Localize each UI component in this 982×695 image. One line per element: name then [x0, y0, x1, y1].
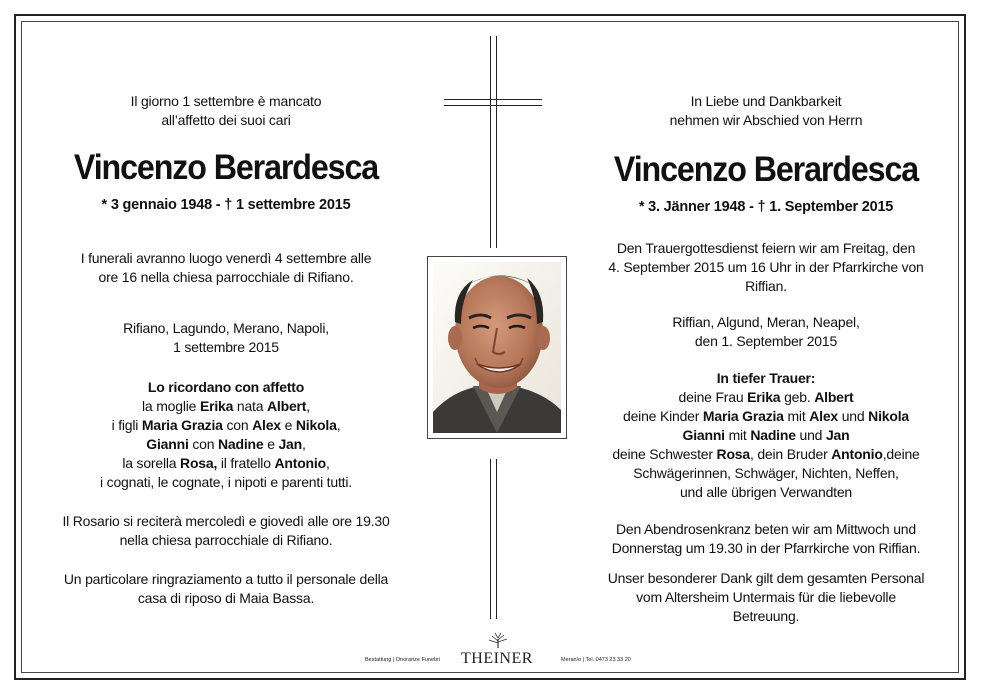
portrait-photo — [427, 256, 567, 439]
de-mourners-heading: In tiefer Trauer: — [716, 370, 816, 386]
it-thanks-line1: Un particolare ringraziamento a tutto il personale della — [63, 571, 389, 587]
de-wife-mid: geb. — [780, 389, 815, 405]
it-relatives: i cognati, le cognate, i nipoti e parenti tutti. — [100, 474, 352, 490]
it-rosary-line2: nella chiesa parrocchiale di Rifiano. — [119, 532, 333, 548]
it-child2-kid: Jan — [278, 436, 302, 452]
de-thanks-line2: vom Altersheim Untermais für die liebevolle — [636, 589, 896, 605]
it-child2-suffix: , — [302, 436, 306, 452]
it-child2-and: e — [263, 436, 279, 452]
it-rosary-line1: Il Rosario si reciterà mercoledì e giovedì alle ore 19.30 — [62, 513, 390, 529]
it-funeral-line1: I funerali avranno luogo venerdì 4 settembre alle — [80, 250, 372, 266]
de-intro-line1: In Liebe und Dankbarkeit — [690, 93, 842, 109]
de-wife-prefix: deine Frau — [678, 389, 748, 405]
it-child1-mid: con — [222, 417, 253, 433]
de-child1-partner: Alex — [809, 408, 839, 424]
it-place-line2: 1 settembre 2015 — [173, 339, 279, 355]
it-child1: Maria Grazia — [141, 417, 223, 433]
it-intro-line1: Il giorno 1 settembre è mancato — [130, 93, 322, 109]
it-wife-name: Erika — [199, 398, 234, 414]
de-service-line3: Riffian. — [745, 278, 787, 294]
de-relatives-line1: Schwägerinnen, Schwäger, Nichten, Neffen, — [633, 465, 899, 481]
de-wife-surname: Albert — [814, 389, 854, 405]
de-brother-name: Antonio — [831, 446, 883, 462]
it-brother-mid: il fratello — [217, 455, 275, 471]
portrait-illustration — [433, 262, 561, 433]
de-wife-line — [576, 388, 956, 407]
de-relatives-line2: und alle übrigen Verwandten — [679, 484, 853, 500]
de-child1-and: und — [838, 408, 869, 424]
it-wife-surname: Albert — [267, 398, 307, 414]
de-child2-kid: Jan — [825, 427, 850, 443]
cross-lower-beam — [490, 459, 497, 619]
de-brother-suffix: ,deine — [882, 446, 920, 462]
it-child1-partner: Alex — [252, 417, 281, 433]
de-intro-line2: nehmen wir Abschied von Herrn — [669, 112, 863, 128]
de-thanks-line3: Betreuung. — [732, 608, 800, 624]
it-thanks-line2: casa di riposo di Maia Bassa. — [137, 590, 315, 606]
de-service-line2: 4. September 2015 um 16 Uhr in der Pfarrkirche von — [608, 259, 924, 275]
it-wife-line — [36, 397, 416, 416]
it-mourners-heading: Lo ricordano con affetto — [147, 379, 305, 395]
undertaker-imprint — [365, 632, 631, 668]
logo-wordmark: THEINER — [461, 650, 533, 667]
tree-logo-icon — [483, 632, 513, 648]
de-child1-kid: Nikola — [868, 408, 909, 424]
de-children-line2 — [576, 426, 956, 445]
it-child1-suffix: , — [336, 417, 341, 433]
it-children-prefix: i figli — [111, 417, 142, 433]
it-child2: Gianni — [146, 436, 189, 452]
it-deceased-name: Vincenzo Berardesca — [73, 148, 379, 187]
it-wife-mid: nata — [233, 398, 268, 414]
it-sister-prefix: la sorella — [122, 455, 181, 471]
it-place-line1: Rifiano, Lagundo, Merano, Napoli, — [123, 320, 329, 336]
de-children-line1 — [576, 407, 956, 426]
it-wife-suffix: , — [306, 398, 310, 414]
de-dates: * 3. Jänner 1948 - † 1. September 2015 — [638, 199, 894, 215]
it-children-line1 — [36, 416, 416, 435]
imprint-right-text: Meran/o | Tel. 0473 23 33 20 — [561, 657, 631, 663]
imprint-left-text: Bestattung | Onoranze Funebri — [365, 657, 441, 663]
it-child2-mid: con — [188, 436, 219, 452]
it-child1-and: e — [280, 417, 296, 433]
de-sister-prefix: deine Schwester — [612, 446, 717, 462]
de-child2: Gianni — [682, 427, 725, 443]
it-dates: * 3 gennaio 1948 - † 1 settembre 2015 — [101, 197, 351, 213]
it-siblings-line — [36, 454, 416, 473]
de-deceased-name: Vincenzo Berardesca — [613, 150, 919, 189]
de-place-line2: den 1. September 2015 — [694, 333, 838, 349]
it-child2-partner: Nadine — [218, 436, 264, 452]
de-wife-name: Erika — [747, 389, 781, 405]
de-child2-mid: mit — [724, 427, 751, 443]
de-siblings-line — [576, 445, 956, 464]
de-rosary-line2: Donnerstag um 19.30 in der Pfarrkirche von Riffian. — [611, 540, 921, 556]
de-child1-mid: mit — [783, 408, 810, 424]
de-thanks-line1: Unser besonderer Dank gilt dem gesamten Personal — [607, 570, 925, 586]
it-wife-prefix: la moglie — [142, 398, 200, 414]
italian-column — [36, 16, 416, 608]
it-children-line2 — [36, 435, 416, 454]
de-child2-partner: Nadine — [750, 427, 796, 443]
de-brother-mid: , dein Bruder — [749, 446, 832, 462]
cross-crossbar — [444, 99, 542, 106]
de-child1: Maria Grazia — [702, 408, 784, 424]
it-brother-name: Antonio — [274, 455, 326, 471]
de-children-prefix: deine Kinder — [623, 408, 703, 424]
de-sister-name: Rosa — [716, 446, 750, 462]
de-service-line1: Den Trauergottesdienst feiern wir am Freitag, den — [616, 240, 916, 256]
it-child1-kid: Nikola — [295, 417, 337, 433]
de-place-line1: Riffian, Algund, Meran, Neapel, — [672, 314, 860, 330]
de-rosary-line1: Den Abendrosenkranz beten wir am Mittwoch und — [616, 521, 916, 537]
german-column — [576, 16, 956, 626]
cross-upper-beam — [490, 36, 497, 248]
de-child2-and: und — [795, 427, 826, 443]
it-sister-name: Rosa, — [180, 455, 218, 471]
it-intro-line2: all’affetto dei suoi cari — [161, 112, 291, 128]
it-brother-suffix: , — [325, 455, 330, 471]
it-funeral-line2: ore 16 nella chiesa parrocchiale di Rifiano. — [98, 269, 354, 285]
